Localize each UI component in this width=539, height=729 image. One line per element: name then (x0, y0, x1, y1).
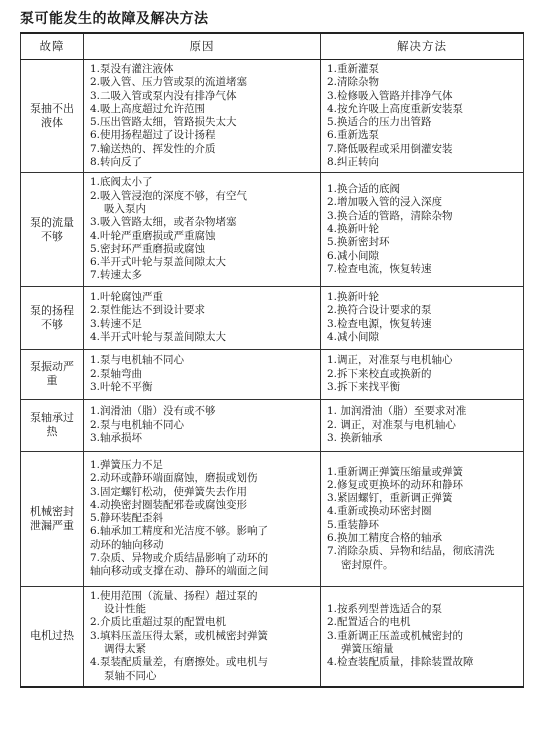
cause-cell (84, 451, 321, 586)
solution-line: 2.清除杂物 (327, 76, 380, 89)
table-row (21, 60, 524, 173)
solution-line: 1.调正，对准泵与电机轴心 (327, 354, 453, 367)
page-title: 泵可能发生的故障及解决方法 (20, 11, 209, 27)
cause-line: 4.半开式叶轮与泵盖间隙太大 (90, 331, 227, 344)
solution-line: 2.修复或更换坏的动环和静环 (327, 478, 464, 491)
cause-line: 5.静环装配歪斜 (90, 512, 164, 525)
solution-line: 弹簧压缩量 (341, 642, 394, 655)
fault-cell: 泵的流量不够 (21, 173, 84, 286)
cause-line: 2.泵与电机轴不同心 (90, 418, 185, 431)
cause-line: 泵轴不同心 (104, 669, 157, 682)
solution-line: 7.检查电流，恢复转速 (327, 262, 432, 275)
solution-cell (321, 349, 524, 399)
fault-table (20, 32, 524, 688)
solution-line: 4.重新或换动环密封圈 (327, 505, 432, 518)
cause-line: 4.动换密封圈装配邪卷或腐蚀变形 (90, 498, 248, 511)
fault-cell: 泵抽不出液体 (21, 60, 84, 173)
cause-cell (84, 173, 321, 286)
solution-line: 1.按系列型普选适合的泵 (327, 603, 443, 616)
cause-line: 2.吸入管、压力管或泵的流道堵塞 (90, 76, 248, 89)
solution-line: 7.消除杂质、异物和结晶，彻底清洗 (327, 545, 495, 558)
cause-line: 1.润滑油（脂）没有或不够 (90, 405, 216, 418)
cause-line: 1.弹簧压力不足 (90, 458, 164, 471)
cause-line: 6.轴承加工精度和光洁度不够。影响了 (90, 525, 269, 538)
table-row (21, 586, 524, 687)
cause-line: 7.输送热的、挥发性的介质 (90, 142, 216, 155)
solution-line: 3.重新调正压盖或机械密封的 (327, 629, 464, 642)
solution-line: 4.换新叶轮 (327, 222, 380, 235)
cause-line: 1.底阀太小了 (90, 176, 153, 189)
solution-line: 1.重新灌泵 (327, 63, 380, 75)
cause-line: 1.使用范围（流量、扬程）超过泵的 (90, 589, 258, 602)
cause-line: 2.动环或静环端面腐蚀，磨损或划伤 (90, 472, 258, 485)
solution-line: 7.降低吸程或采用倒灌安装 (327, 142, 453, 155)
cause-line: 4.泵装配质量差，有磨擦处。或电机与 (90, 656, 269, 669)
header-fault: 故障 (21, 33, 84, 60)
table-row (21, 173, 524, 286)
solution-line: 1. 加润滑油（脂）至要求对准 (327, 405, 467, 418)
solution-line: 6.换加工精度合格的轴承 (327, 532, 443, 545)
table-row (21, 399, 524, 451)
solution-line: 4.检查装配质量，排除装置故障 (327, 656, 474, 669)
solution-cell (321, 586, 524, 687)
table-row (21, 286, 524, 349)
cause-line: 2.泵性能达不到设计要求 (90, 304, 206, 317)
solution-line: 密封原件。 (341, 558, 394, 571)
cause-line: 5.密封环严重磨损或腐蚀 (90, 242, 206, 255)
cause-line: 3.填料压盖压得太紧，或机械密封弹簧 (90, 629, 269, 642)
fault-cell: 泵的扬程不够 (21, 286, 84, 349)
solution-line: 5.换新密封环 (327, 236, 390, 249)
solution-cell (321, 286, 524, 349)
cause-line: 3.二吸入管或泵内没有排净气体 (90, 89, 237, 102)
fault-cell: 机械密封泄漏严重 (21, 451, 84, 586)
cause-line: 2.吸入管浸泡的深度不够，有空气 (90, 189, 248, 202)
solution-line: 3. 换新轴承 (327, 431, 383, 444)
table-row (21, 349, 524, 399)
cause-line: 6.半开式叶轮与泵盖间隙太大 (90, 256, 227, 269)
cause-line: 1.泵与电机轴不同心 (90, 354, 185, 367)
cause-cell (84, 349, 321, 399)
cause-line: 3.固定螺钉松动，使弹簧失去作用 (90, 485, 248, 498)
cause-line: 调得太紧 (104, 642, 146, 655)
solution-line: 5.换适合的压力出管路 (327, 116, 432, 129)
solution-cell (321, 60, 524, 173)
solution-cell (321, 451, 524, 586)
cause-line: 3.转速不足 (90, 317, 143, 330)
cause-line: 3.轴承损坏 (90, 431, 143, 444)
cause-line: 7.杂质、异物或介质结晶影响了动环的 (90, 551, 269, 564)
table-row (21, 451, 524, 586)
cause-line: 7.转速太多 (90, 269, 143, 282)
solution-line: 2. 调正，对准泵与电机轴心 (327, 418, 456, 431)
solution-line: 5.重装静环 (327, 518, 380, 531)
solution-line: 1.换新叶轮 (327, 291, 380, 304)
header-cause: 原因 (84, 33, 321, 60)
solution-line: 1.换合适的底阀 (327, 183, 401, 196)
solution-line: 6.减小间隙 (327, 249, 380, 262)
solution-line: 2.增加吸入管的浸入深度 (327, 196, 443, 209)
cause-line: 5.压出管路太细，管路损失太大 (90, 116, 237, 129)
cause-line: 3.叶轮不平衡 (90, 380, 153, 393)
solution-cell (321, 173, 524, 286)
solution-line: 3.拆下来找平衡 (327, 380, 401, 393)
cause-line: 轴向移动或支撑在动、静环的端面之间 (90, 565, 269, 578)
solution-line: 3.换合适的管路，清除杂物 (327, 209, 453, 222)
fault-cell: 电机过热 (21, 586, 84, 687)
cause-line: 8.转向反了 (90, 156, 143, 169)
solution-line: 1.重新调正弹簧压缩量或弹簧 (327, 465, 464, 478)
cause-cell (84, 286, 321, 349)
cause-line: 6.使用扬程超过了设计扬程 (90, 129, 216, 142)
cause-line: 4.吸上高度超过允许范围 (90, 102, 206, 115)
cause-cell (84, 399, 321, 451)
solution-line: 3.紧固螺钉，重新调正弹簧 (327, 492, 453, 505)
solution-line: 4.按允许吸上高度重新安装泵 (327, 102, 464, 115)
table-header (21, 33, 524, 60)
solution-line: 2.换符合设计要求的泵 (327, 304, 432, 317)
cause-line: 3.吸入管路太细，或者杂物堵塞 (90, 216, 237, 229)
cause-line: 1.叶轮腐蚀严重 (90, 291, 164, 304)
cause-cell (84, 586, 321, 687)
solution-line: 8.纠正转向 (327, 156, 380, 169)
cause-line: 4.叶轮严重磨损或严重腐蚀 (90, 229, 216, 242)
solution-cell (321, 399, 524, 451)
solution-line: 3.检查电源，恢复转速 (327, 317, 432, 330)
cause-line: 1.泵没有灌注液体 (90, 63, 174, 75)
cause-line: 2.泵轴弯曲 (90, 367, 143, 380)
cause-line: 设计性能 (104, 603, 146, 616)
solution-line: 2.拆下来校直或换新的 (327, 367, 432, 380)
cause-line: 2.介质比重超过泵的配置电机 (90, 616, 227, 629)
cause-line: 吸入泵内 (104, 202, 146, 215)
header-solution: 解决方法 (321, 33, 524, 60)
fault-cell: 泵轴承过热 (21, 399, 84, 451)
solution-line: 2.配置适合的电机 (327, 616, 411, 629)
solution-line: 4.减小间隙 (327, 331, 380, 344)
cause-cell (84, 60, 321, 173)
solution-line: 6.重新选泵 (327, 129, 380, 142)
solution-line: 3.检修吸入管路并排净气体 (327, 89, 453, 102)
fault-cell: 泵振动严重 (21, 349, 84, 399)
cause-line: 动环的轴向移动 (90, 538, 164, 551)
